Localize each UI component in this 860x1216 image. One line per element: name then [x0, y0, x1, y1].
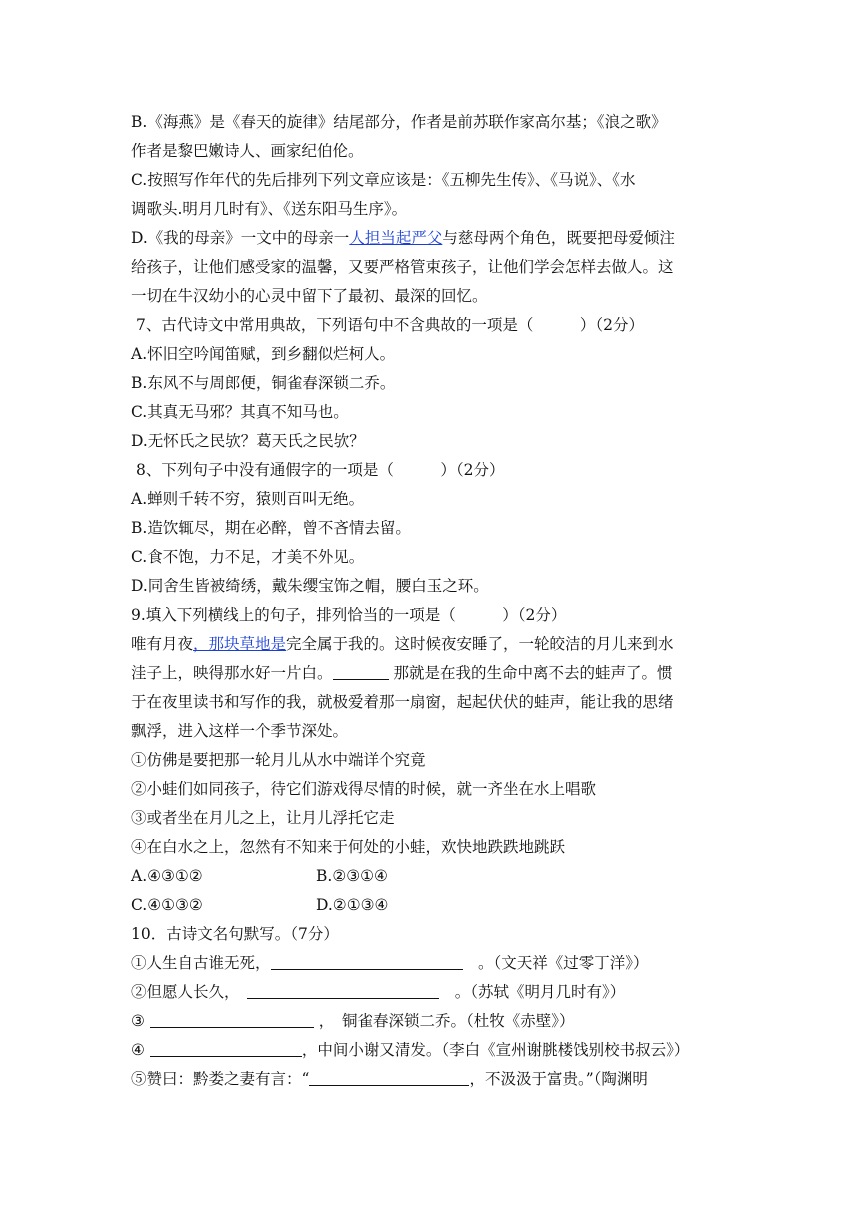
q10-l3-post: ， 铜雀春深锁二乔。（杜牧《赤壁》）: [313, 1012, 575, 1030]
q10-l1-pre: ①人生自古谁无死，: [131, 954, 271, 972]
q10-l1-post: 。（文天祥《过零丁洋》）: [462, 954, 649, 972]
q6-d-text-post: 与慈母两个角色，既要把母爱倾注: [442, 229, 675, 247]
q10-l2-post: 。（苏轼《明月几时有》）: [439, 983, 626, 1001]
q7-option-a: A.怀旧空吟闻笛赋，到乡翻似烂柯人。: [131, 345, 396, 363]
q9-passage-line4: 飘浮，进入这样一个季节深处。: [131, 722, 349, 740]
q10-stem: 10．古诗文名句默写。（7分）: [131, 925, 339, 943]
q8-stem: 8、下列句子中没有通假字的一项是（ ）（2分）: [136, 461, 505, 479]
q9-passage-line1: [131, 630, 731, 659]
q9-p2-post: 那就是在我的生命中离不去的蛙声了。惯: [388, 664, 673, 682]
q9-option-a: A.④③①②: [131, 867, 203, 885]
q10-blank-5[interactable]: [309, 1069, 469, 1086]
q7-stem: 7、古代诗文中常用典故，下列语句中不含典故的一项是（ ）（2分）: [136, 316, 644, 334]
q9-hyperlink[interactable]: ，那块草地是: [193, 635, 287, 653]
q9-sentence-4: ④在白水之上，忽然有不知来于何处的小蛙，欢快地跌跌地跳跃: [131, 838, 566, 856]
q10-blank-4[interactable]: [150, 1040, 302, 1057]
q6-option-c-line1: C.按照写作年代的先后排列下列文章应该是：《五柳先生传》、《马说》、《水: [131, 171, 636, 189]
q10-line2: [131, 978, 731, 1007]
q10-l4-pre: ④: [131, 1041, 150, 1059]
q6-option-b-line2: 作者是黎巴嫩诗人、画家纪伯伦。: [131, 142, 364, 160]
q7-option-b: B.东风不与周郎便，铜雀春深锁二乔。: [131, 374, 396, 392]
q8-option-d: D.同舍生皆被绮绣，戴朱缨宝饰之帽，腰白玉之环。: [131, 577, 489, 595]
q10-line1: [131, 949, 731, 978]
q9-p2-pre: 洼子上，映得那水好一片白。: [131, 664, 333, 682]
q10-blank-2[interactable]: [247, 982, 439, 999]
q6-option-d-line2: 给孩子，让他们感受家的温馨，又要严格管束孩子，让他们学会怎样去做人。这: [131, 258, 674, 276]
q8-option-c: C.食不饱，力不足，才美不外见。: [131, 548, 365, 566]
q9-option-b: B.②③①④: [316, 867, 388, 885]
q7-option-c: C.其真无马邪？其真不知马也。: [131, 403, 349, 421]
q8-option-b: B.造饮辄尽，期在必醉，曾不吝情去留。: [131, 519, 411, 537]
q9-option-c: C.④①③②: [131, 896, 203, 914]
exam-page: [131, 108, 731, 1094]
q7-option-d: D.无怀氏之民欤？葛天氏之民欤？: [131, 432, 365, 450]
q9-option-d: D.②①③④: [316, 896, 389, 914]
q9-p1-pre: 唯有月夜: [131, 635, 194, 653]
q10-l3-pre: ③: [131, 1012, 150, 1030]
q9-sentence-2: ②小蛙们如同孩子，待它们游戏得尽情的时候，就一齐坐在水上唱歌: [131, 780, 597, 798]
q9-passage-line3: 于在夜里读书和写作的我，就极爱着那一扇窗，起起伏伏的蛙声，能让我的思绪: [131, 693, 674, 711]
q9-options-row1: [131, 862, 731, 891]
q10-l4-post: ，中间小谢又清发。（李白《宣州谢朓楼饯别校书叔云》）: [301, 1041, 690, 1059]
q9-p1-post: 完全属于我的。这时候夜安睡了，一轮皎洁的月儿来到水: [286, 635, 674, 653]
q6-option-d-line1: [131, 224, 731, 253]
q10-l5-post: ，不汲汲于富贵。”（陶渊明: [469, 1070, 648, 1088]
q10-l5-pre: ⑤赞曰：黔娄之妻有言：“: [131, 1070, 310, 1088]
q10-line4: [131, 1036, 731, 1065]
q10-blank-1[interactable]: [271, 953, 463, 970]
q10-l2-pre: ②但愿人长久，: [131, 983, 248, 1001]
q6-option-d-line3: 一切在牛汉幼小的心灵中留下了最初、最深的回忆。: [131, 287, 488, 305]
q6-option-c-line2: 调歌头.明月几时有》、《送东阳马生序》。: [131, 200, 408, 218]
q9-sentence-3: ③或者坐在月儿之上，让月儿浮托它走: [131, 809, 395, 827]
q10-blank-3[interactable]: [150, 1011, 314, 1028]
q9-passage-line2: [131, 659, 731, 688]
q9-sentence-1: ①仿佛是要把那一轮月儿从水中端详个究竟: [131, 751, 426, 769]
q10-line3: [131, 1007, 731, 1036]
q6-option-b-line1: B.《海燕》是《春天的旋律》结尾部分，作者是前苏联作家高尔基；《浪之歌》: [131, 113, 667, 131]
q8-option-a: A.蝉则千转不穷，猿则百叫无绝。: [131, 490, 365, 508]
q9-stem: 9.填入下列横线上的句子，排列恰当的一项是（ ）（2分）: [131, 606, 567, 624]
q6-d-text-pre: D.《我的母亲》一文中的母亲一: [131, 229, 350, 247]
q6-d-hyperlink[interactable]: 人担当起严父: [349, 229, 443, 247]
q9-options-row2: [131, 891, 731, 920]
q10-line5: [131, 1065, 731, 1094]
q9-answer-blank[interactable]: [333, 663, 389, 680]
